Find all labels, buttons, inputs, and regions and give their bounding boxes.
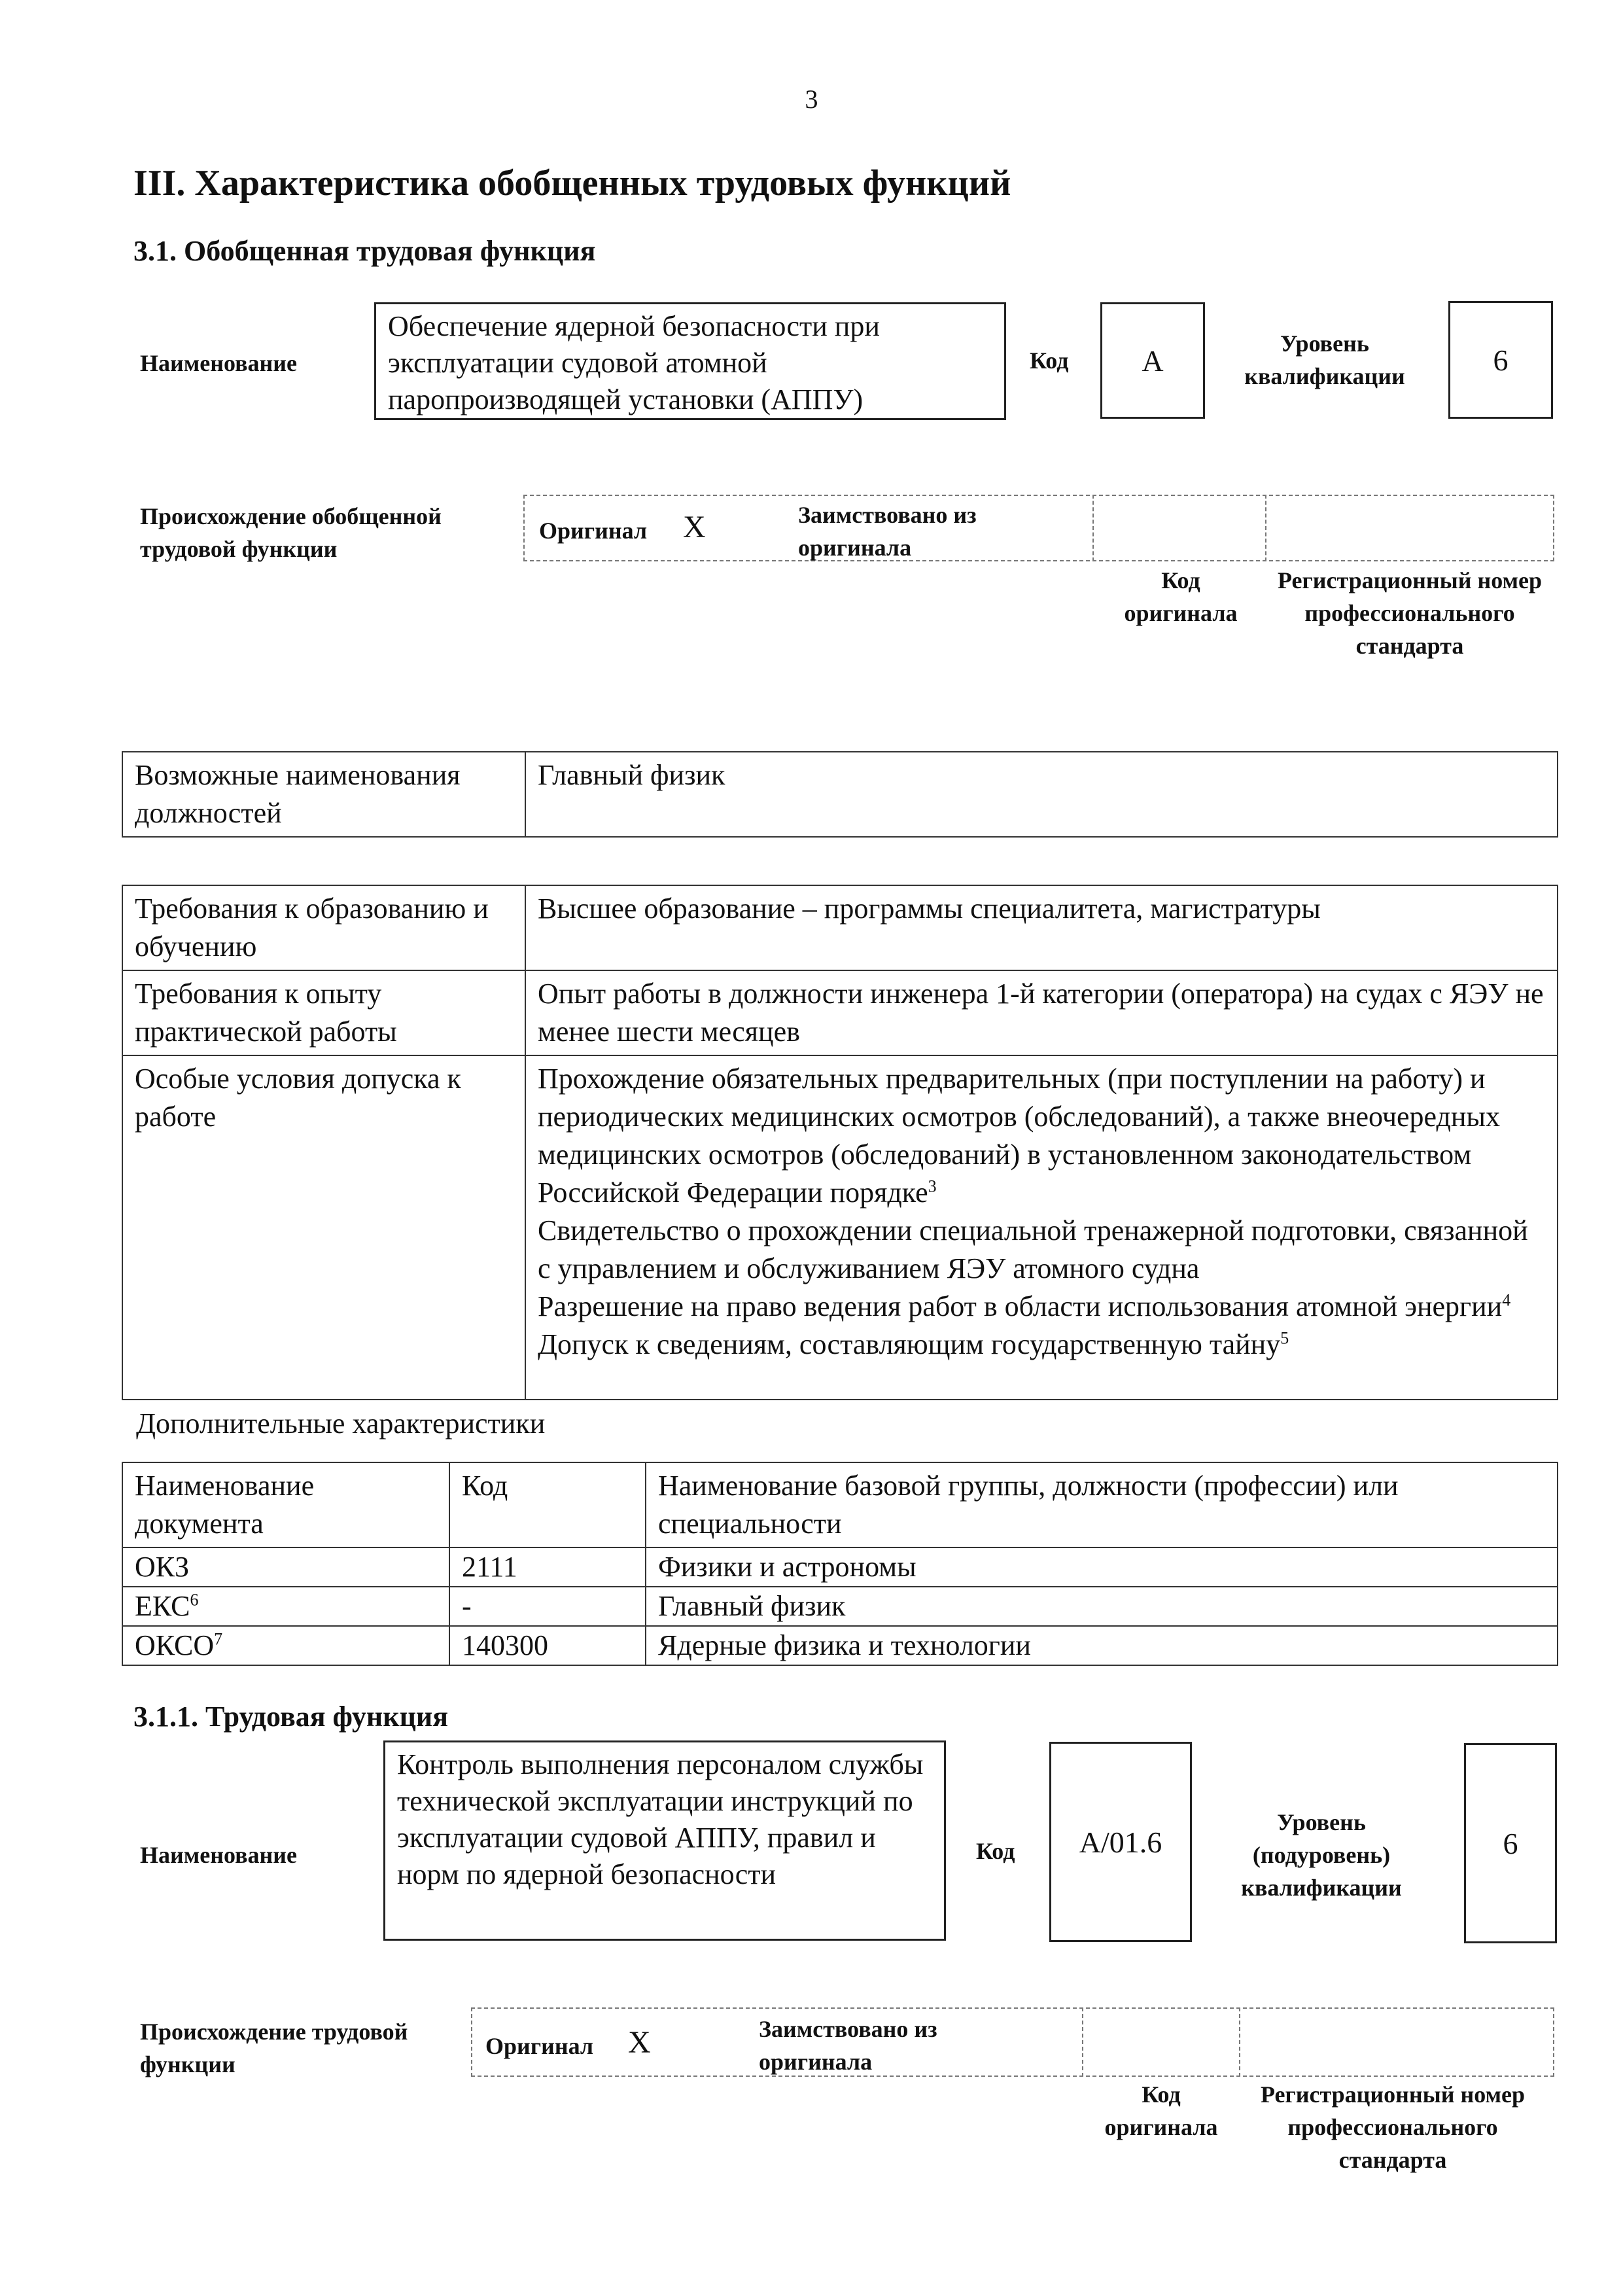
footnote-4: 4	[1502, 1290, 1511, 1310]
gtf-name-label: Наименование	[140, 350, 297, 376]
tf-code-label: Код	[976, 1838, 1015, 1864]
gtf-level-box	[1448, 301, 1553, 419]
gtf-origin-mark: Х	[683, 510, 706, 544]
footnote-7: 7	[214, 1629, 223, 1649]
footnote-6: 6	[190, 1590, 199, 1610]
gtf-origin-code-caption: Код оригинала	[1124, 567, 1238, 626]
education-value: Высшее образование – программы специалитета, магистратуры	[525, 885, 1558, 970]
footnote-3: 3	[928, 1176, 937, 1196]
tf-level-value: 6	[1503, 1826, 1518, 1860]
education-label: Требования к образованию и обучению	[122, 885, 525, 970]
gtf-name-value: Обеспечение ядерной безопасности при эксплуатации судовой атомной паропроизводящей установки (АППУ)	[388, 310, 880, 415]
tf-name-value: Контроль выполнения персоналом службы технической эксплуатации инструкций по эксплуатации судовой АППУ, правил и норм по ядерной безопасности	[397, 1748, 924, 1890]
col-doc-header: Наименование документа	[122, 1462, 449, 1547]
tf-name-label: Наименование	[140, 1842, 297, 1868]
gtf-name-box	[374, 302, 1006, 420]
condition-nuclear-permit: Разрешение на право ведения работ в области использования атомной энергии$^4$	[538, 1290, 1511, 1322]
section-title: III. Характеристика обобщенных трудовых функций	[133, 163, 1011, 203]
positions-label: Возможные наименования должностей	[122, 752, 525, 837]
gtf-origin-divider-2	[1265, 495, 1266, 561]
tf-origin-divider-1	[1082, 2007, 1083, 2077]
condition-training: Свидетельство о прохождении специальной тренажерной подготовки, связанной с управлением и обслуживанием ЯЭУ атомного судна	[538, 1214, 1528, 1284]
table-row: ОКСО$^7$ 140300 Ядерные физика и технологии	[122, 1626, 1558, 1665]
gtf-origin-reg-caption: Регистрационный номер профессионального стандарта	[1277, 567, 1543, 659]
table-row: ОКЗ 2111 Физики и астрономы	[122, 1547, 1558, 1587]
tf-origin-reg-caption: Регистрационный номер профессионального стандарта	[1260, 2081, 1526, 2173]
gtf-level-label: Уровень квалификации	[1244, 330, 1405, 389]
conditions-value	[525, 1055, 1558, 1400]
experience-value: Опыт работы в должности инженера 1-й категории (оператора) на судах с ЯЭУ не менее шести месяцев	[525, 970, 1558, 1055]
page-number: 3	[805, 84, 818, 114]
col-name-header: Наименование базовой группы, должности (профессии) или специальности	[646, 1462, 1558, 1547]
col-code-header: Код	[449, 1462, 646, 1547]
tf-code-box	[1049, 1742, 1192, 1942]
positions-value: Главный физик	[525, 752, 1558, 837]
conditions-label: Особые условия допуска к работе	[122, 1055, 525, 1400]
additional-title: Дополнительные характеристики	[136, 1407, 546, 1439]
gtf-title: 3.1. Обобщенная трудовая функция	[133, 235, 596, 267]
tf-origin-label: Происхождение трудовой функции	[140, 2019, 408, 2077]
table-row: ЕКС$^6$ - Главный физик	[122, 1587, 1558, 1626]
tf-origin-code-caption: Код оригинала	[1104, 2081, 1218, 2140]
gtf-code-value: А	[1142, 344, 1164, 378]
gtf-origin-divider-1	[1092, 495, 1094, 561]
gtf-origin-label: Происхождение обобщенной трудовой функции	[140, 503, 442, 562]
tf-level-label: Уровень (подуровень) квалификации	[1241, 1809, 1402, 1901]
tf-origin-borrowed: Заимствовано из оригинала	[759, 2016, 937, 2075]
gtf-origin-borrowed: Заимствовано из оригинала	[798, 502, 977, 561]
condition-medical: Прохождение обязательных предварительных (при поступлении на работу) и периодических медицинских осмотров (обследований), а также внеочередных медицинских осмотров (обследований) в установленном законодательством Российской Федерации порядке$^3$	[538, 1063, 1500, 1209]
footnote-5: 5	[1280, 1328, 1289, 1348]
tf-origin-mark: Х	[628, 2025, 651, 2060]
tf-name-box	[383, 1740, 946, 1941]
gtf-origin-original: Оригинал	[539, 518, 648, 544]
gtf-code-label: Код	[1030, 347, 1069, 374]
positions-table	[122, 751, 1558, 838]
condition-secret-access: Допуск к сведениям, составляющим государственную тайну$^5$	[538, 1328, 1289, 1360]
gtf-code-box	[1100, 302, 1205, 419]
requirements-table	[122, 885, 1558, 1400]
tf-level-box	[1464, 1743, 1557, 1943]
gtf-level-value: 6	[1493, 343, 1509, 377]
tf-origin-original: Оригинал	[485, 2033, 594, 2059]
tf-origin-divider-2	[1239, 2007, 1240, 2077]
tf-code-value: А/01.6	[1079, 1825, 1162, 1859]
experience-label: Требования к опыту практической работы	[122, 970, 525, 1055]
additional-table	[122, 1462, 1558, 1666]
tf-title: 3.1.1. Трудовая функция	[133, 1701, 449, 1733]
